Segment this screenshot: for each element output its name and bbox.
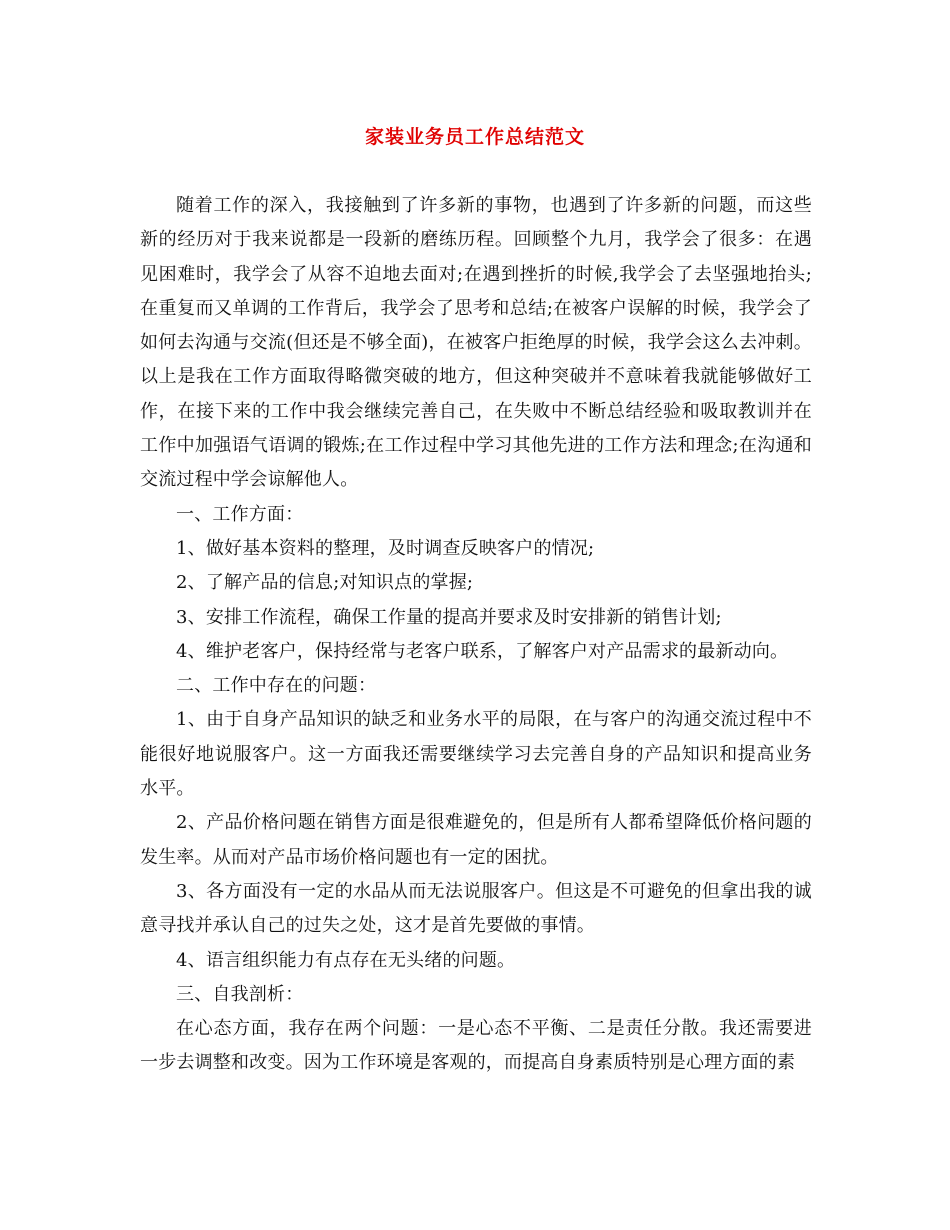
section-heading-problems: 二、工作中存在的问题：: [176, 675, 377, 697]
self-analysis-paragraph: 在心态方面，我存在两个问题：一是心态不平衡、二是责任分散。我还需要进一步去调整和改变。因为工作环境是客观的，而提高自身素质特别是心理方面的素: [140, 1018, 812, 1074]
section-heading-self-analysis: 三、自我剖析：: [176, 983, 304, 1005]
work-item-2: 2、了解产品的信息;对知识点的掌握;: [176, 572, 474, 594]
work-item-1: 1、做好基本资料的整理，及时调查反映客户的情况;: [176, 537, 595, 559]
document-title: 家装业务员工作总结范文: [364, 126, 585, 148]
problem-item-1: 1、由于自身产品知识的缺乏和业务水平的局限，在与客户的沟通交流过程中不能很好地说服客户。这一方面我还需要继续学习去完善自身的产品知识和提高业务水平。: [140, 709, 812, 800]
problem-item-4: 4、语言组织能力有点存在无头绪的问题。: [176, 949, 516, 971]
problem-item-2: 2、产品价格问题在销售方面是很难避免的，但是所有人都希望降低价格问题的发生率。从而对产品市场价格问题也有一定的困扰。: [140, 812, 812, 868]
work-item-3: 3、安排工作流程，确保工作量的提高并要求及时安排新的销售计划;: [176, 606, 722, 628]
work-item-4: 4、维护老客户，保持经常与老客户联系，了解客户对产品需求的最新动向。: [176, 640, 789, 662]
section-heading-work: 一、工作方面：: [176, 503, 304, 525]
document-body: [140, 189, 812, 1081]
problem-item-3: 3、各方面没有一定的水品从而无法说服客户。但这是不可避免的但拿出我的诚意寻找并承认自己的过失之处，这才是首先要做的事情。: [140, 880, 812, 937]
intro-paragraph: 随着工作的深入，我接触到了许多新的事物，也遇到了许多新的问题，而这些新的经历对于我来说都是一段新的磨练历程。回顾整个九月，我学会了很多：在遇见困难时，我学会了从容不迫地去面对;在遇到挫折的时候,我学会了去坚强地抬头;在重复而又单调的工作背后，我学会了思考和总结;在被客户误解的时候，我学会了如何去沟通与交流(但还是不够全面)，在被客户拒绝厚的时候，我学会这么去冲刺。以上是我在工作方面取得略微突破的地方，但这种突破并不意味着我就能够做好工作，在接下来的工作中我会继续完善自己，在失败中不断总结经验和吸取教训并在工作中加强语气语调的锻炼;在工作过程中学习其他先进的工作方法和理念;在沟通和交流过程中学会谅解他人。: [140, 195, 812, 491]
